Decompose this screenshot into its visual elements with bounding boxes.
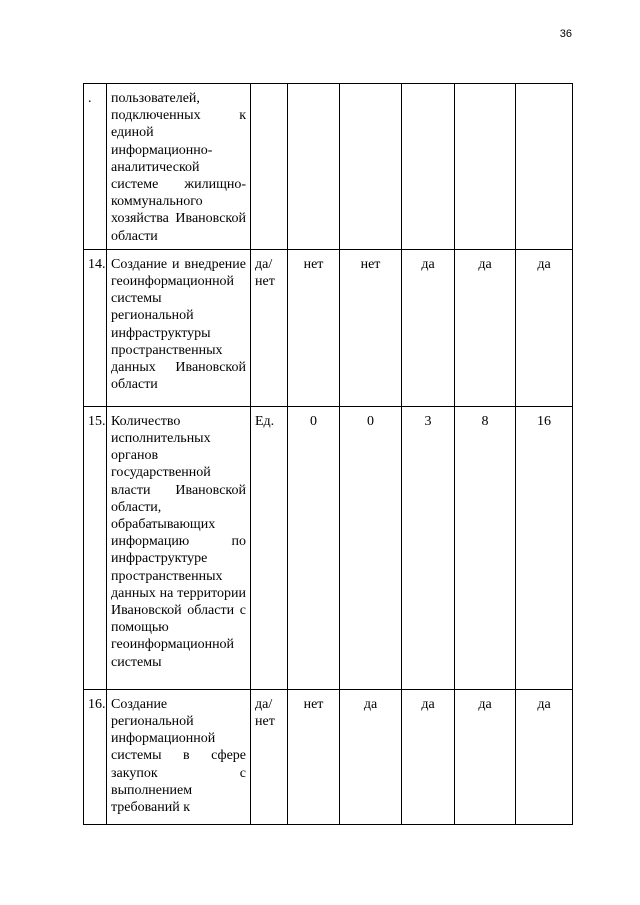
value-cell: да [455, 689, 516, 824]
value-cell: нет [288, 689, 340, 824]
indicator-name-cell [107, 406, 251, 689]
indicator-name-cell [107, 249, 251, 406]
value-cell: да [340, 689, 402, 824]
row-number-cell: 14. [84, 249, 107, 406]
unit-cell: да/нет [251, 689, 288, 824]
table-row [84, 689, 573, 824]
row-number-cell: . [84, 84, 107, 250]
value-cell [402, 84, 455, 250]
value-cell: 0 [288, 406, 340, 689]
indicator-name: Создание и внедрение геоинформационной системы региональной инфраструктуры пространственных данных Ивановской области [111, 256, 246, 393]
value-cell [516, 84, 573, 250]
page-number: 36 [559, 28, 572, 40]
table-row [84, 406, 573, 689]
indicator-name-cell [107, 689, 251, 824]
value-cell [340, 84, 402, 250]
indicator-name: Создание региональной информационной системы в сфере закупок с выполнением требований к [111, 696, 246, 816]
value-cell: да [516, 689, 573, 824]
unit-cell: Ед. [251, 406, 288, 689]
value-cell: да [516, 249, 573, 406]
table-row [84, 249, 573, 406]
value-cell: 3 [402, 406, 455, 689]
value-cell: 16 [516, 406, 573, 689]
indicators-table [83, 83, 573, 825]
unit-cell: да/нет [251, 249, 288, 406]
row-number-cell: 16. [84, 689, 107, 824]
value-cell: 0 [340, 406, 402, 689]
value-cell: да [455, 249, 516, 406]
value-cell: да [402, 249, 455, 406]
value-cell [455, 84, 516, 250]
table-row [84, 84, 573, 250]
value-cell: нет [340, 249, 402, 406]
indicator-name: Количество исполнительных органов государственной власти Ивановской области, обрабатывающих информацию по инфраструктуре пространственных данных на территории Ивановской области с помощью геоинформационной системы [111, 413, 246, 670]
value-cell [288, 84, 340, 250]
value-cell: да [402, 689, 455, 824]
indicator-name: пользователей, подключенных к единой информационно-аналитической системе жилищно-коммунального хозяйства Ивановской области [111, 91, 246, 244]
row-number-cell: 15. [84, 406, 107, 689]
indicator-name-cell [107, 84, 251, 250]
unit-cell [251, 84, 288, 250]
value-cell: 8 [455, 406, 516, 689]
value-cell: нет [288, 249, 340, 406]
